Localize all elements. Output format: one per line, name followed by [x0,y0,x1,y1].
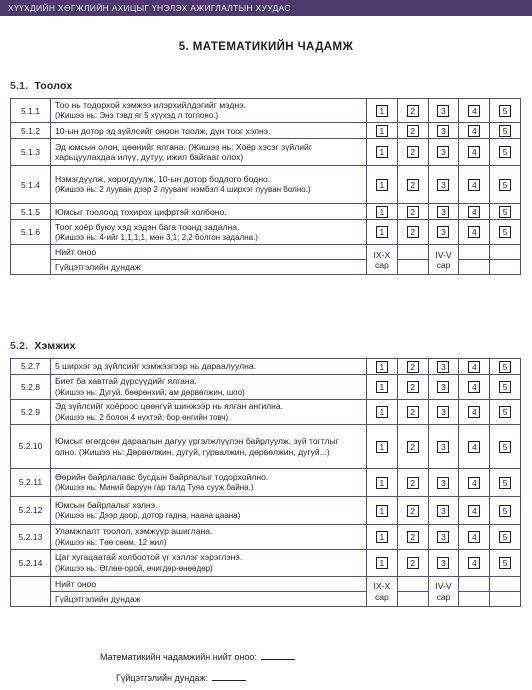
score-cell [367,359,398,375]
item-text: Тоог хоёр буюу хэд хэдэн бага тоонд задална. [55,221,240,232]
average-input-b[interactable] [459,592,490,607]
score-box[interactable]: 5 [499,125,511,137]
score-box[interactable]: 2 [407,105,419,117]
score-input-b[interactable] [459,577,490,592]
summary-total [100,651,295,662]
score-box[interactable]: 4 [468,105,480,117]
score-box[interactable]: 5 [499,146,511,158]
score-spacer [490,592,521,607]
score-cell [428,139,459,166]
months-a-unit: сар [374,591,389,602]
item-description [51,139,367,166]
score-input-b[interactable] [459,245,490,260]
score-box[interactable]: 4 [468,361,480,373]
measuring-table [10,358,521,607]
item-text: Нэмэгдүүлж, хорогдуулж, 10-ын дотор бодлого бодно. [55,174,271,185]
score-box[interactable]: 2 [407,557,419,569]
table-row [11,550,521,577]
score-box[interactable]: 3 [437,477,449,489]
score-box[interactable]: 2 [407,361,419,373]
section-number: 5.2. [10,340,29,352]
score-cell [459,359,490,375]
score-cell [490,469,521,497]
score-cell [397,123,428,139]
score-spacer [490,245,521,260]
months-a-unit: сар [374,259,389,270]
item-description [51,123,367,139]
score-cell [367,425,398,469]
section-title-counting [10,80,72,92]
months-b-range: IV-V [435,249,452,260]
score-box[interactable]: 5 [499,531,511,543]
score-cell [490,220,521,245]
score-cell [367,99,398,123]
section-label: Хэмжих [34,340,76,352]
score-box[interactable]: 2 [407,505,419,517]
table-row [11,425,521,469]
score-cell [397,400,428,425]
item-code: 5.2.12 [11,497,51,525]
score-cell [397,550,428,577]
average-label: Гүйцэтгэлийн дундаж [51,592,367,607]
score-box[interactable]: 5 [499,361,511,373]
score-box[interactable]: 1 [376,531,388,543]
item-text: Өөрийн байрлалаас бусдын байрлалыг тодорхойлно. [55,471,269,482]
score-cell [459,220,490,245]
item-example: (Жишээ нь: Дугуй, бөөрөнхий; ам дөрвөлжин, шоо) [55,387,245,397]
score-box[interactable]: 4 [468,531,480,543]
score-cell [490,99,521,123]
item-text: Биет ба хавтгай дүрсүүдийг ялгана. [55,376,197,387]
score-cell [459,525,490,550]
score-cell [397,204,428,220]
item-code: 5.1.2 [11,123,51,139]
score-box[interactable]: 3 [437,226,449,238]
score-cell [459,550,490,577]
score-cell [428,375,459,400]
header-title: ХҮҮХДИЙН ХӨГЖЛИЙН АХИЦЫГ ҮНЭЛЭХ АЖИГЛАЛТЫН ХУУДАС [8,3,291,13]
table-row [11,139,521,166]
score-box[interactable]: 2 [407,406,419,418]
months-a [367,245,398,275]
score-box[interactable]: 2 [407,441,419,453]
score-box[interactable]: 5 [499,557,511,569]
item-description [51,220,367,245]
score-cell [367,204,398,220]
score-cell [397,359,428,375]
table-row [11,359,521,375]
item-example: (Жишээ нь: 2 болон 4 нүхтэй; бор өнгийн товч) [55,412,229,422]
item-description [51,525,367,550]
score-box[interactable]: 3 [437,125,449,137]
score-box[interactable]: 3 [437,505,449,517]
score-cell [428,425,459,469]
summary-total-blank[interactable] [261,651,295,660]
score-cell [367,469,398,497]
score-cell [459,123,490,139]
item-description [51,359,367,375]
score-cell [428,99,459,123]
score-box[interactable]: 2 [407,179,419,191]
table-row [11,123,521,139]
score-box[interactable]: 5 [499,206,511,218]
item-description [51,400,367,425]
score-cell [490,425,521,469]
score-cell [397,99,428,123]
months-a-range: IX-X [373,249,391,260]
score-cell [397,469,428,497]
score-cell [490,550,521,577]
score-box[interactable]: 2 [407,206,419,218]
score-box[interactable]: 3 [437,206,449,218]
score-box[interactable]: 4 [468,381,480,393]
summary-total-label: Математикийн чадамжийн нийт оноо: [100,652,257,662]
score-cell [428,469,459,497]
score-cell [459,400,490,425]
summary-average [116,672,246,683]
table-row [11,166,521,204]
score-spacer [490,260,521,275]
score-cell [459,375,490,400]
score-box[interactable]: 3 [437,105,449,117]
score-cell [490,375,521,400]
score-input-a[interactable] [397,245,428,260]
score-box[interactable]: 5 [499,226,511,238]
score-cell [397,425,428,469]
score-cell [459,425,490,469]
months-b-range: IV-V [435,581,452,592]
item-text: Тоо нь тодорхой хэмжээ илэрхийлдэгийг мэднэ. [55,100,246,110]
section-number: 5.1. [10,80,29,92]
score-box[interactable]: 1 [376,361,388,373]
average-input-a[interactable] [397,592,428,607]
score-cell [490,497,521,525]
score-cell [397,525,428,550]
item-text: Юмсыг тоолоод тохирох цифртэй холбоно. [55,206,227,217]
months-b-unit: сар [436,591,451,602]
item-code: 5.1.4 [11,166,51,204]
score-box[interactable]: 5 [499,406,511,418]
item-example: (Жишээ нь: Миний баруун гар талд Туяа сууж байна.) [55,483,254,492]
table-row [11,469,521,497]
item-text: Эд юмсын олон, цөөнийг ялгана. (Жишээ нь: Хоёр хэсэг зүйлийг харьцуулахдаа илүү, дутуу, ижил байгааг олох) [55,142,312,163]
item-code: 5.2.11 [11,469,51,497]
score-box[interactable]: 3 [437,441,449,453]
score-cell [367,220,398,245]
score-cell [367,550,398,577]
score-box[interactable]: 1 [376,441,388,453]
item-description [51,425,367,469]
item-code: 5.1.3 [11,139,51,166]
item-code: 5.2.7 [11,359,51,375]
table-row [11,497,521,525]
table-row [11,204,521,220]
score-cell [428,400,459,425]
score-cell [367,166,398,204]
score-cell [459,99,490,123]
months-b [428,577,459,607]
score-box[interactable]: 1 [376,125,388,137]
total-label: Нийт оноо [51,245,367,260]
code-spacer [11,592,51,607]
score-box[interactable]: 1 [376,406,388,418]
score-box[interactable]: 4 [468,557,480,569]
score-cell [428,204,459,220]
months-b-unit: сар [436,259,451,270]
score-box[interactable]: 5 [499,477,511,489]
score-box[interactable]: 1 [376,505,388,517]
item-example: (Жишээ нь: Төө сөөм, 12 жил) [55,537,167,547]
item-code: 5.1.6 [11,220,51,245]
item-description [51,550,367,577]
code-spacer [11,577,51,592]
item-example: (Жишээ нь: Дээр доор, дотор гадна, наана цаана) [55,511,241,520]
item-description [51,469,367,497]
item-code: 5.2.10 [11,425,51,469]
score-box[interactable]: 5 [499,441,511,453]
score-box[interactable]: 4 [468,146,480,158]
counting-table [10,98,521,275]
score-box[interactable]: 3 [437,179,449,191]
score-box[interactable]: 3 [437,146,449,158]
page-title: 5. МАТЕМАТИКИЙН ЧАДАМЖ [178,41,354,53]
section-label: Тоолох [34,80,73,92]
score-box[interactable]: 4 [468,477,480,489]
score-box[interactable]: 3 [437,381,449,393]
score-cell [490,123,521,139]
average-input-a[interactable] [397,260,428,275]
score-cell [490,400,521,425]
item-text: 10-ын дотор эд зүйлсийг оноон тоолж, дүн тоог хэлнэ. [55,125,271,136]
score-box[interactable]: 3 [437,531,449,543]
total-label: Нийт оноо [51,577,367,592]
score-cell [459,497,490,525]
item-code: 5.2.13 [11,525,51,550]
item-text: Юмсыг өгөгдсөн дараалын дагуу үргэлжлүүлэн байрлуулж, зүй тогтлыг олно. (Жишээ нь: Дөрвөлжин, дугуй, гурвалжин, дөрвөлжин, дугуй...) [55,436,339,457]
score-box[interactable]: 1 [376,477,388,489]
item-example: (Жишээ нь: 4-ийг 1,1,1,1, мөн 3,1; 2,2 болгон задална.) [55,232,258,242]
item-example: (Жишээ нь: 2 лууван дээр 2 лууванг нэмбэл 4 ширхэг лууван болно.) [55,185,311,195]
item-code: 5.2.14 [11,550,51,577]
score-box[interactable]: 5 [499,381,511,393]
table-row [11,375,521,400]
score-cell [490,359,521,375]
score-box[interactable]: 1 [376,146,388,158]
score-box[interactable]: 1 [376,226,388,238]
score-box[interactable]: 3 [437,406,449,418]
score-spacer [490,577,521,592]
months-b [428,245,459,275]
total-row [11,245,521,260]
score-box[interactable]: 2 [407,226,419,238]
item-description [51,204,367,220]
score-cell [397,220,428,245]
score-cell [459,139,490,166]
score-box[interactable]: 4 [468,441,480,453]
score-box[interactable]: 1 [376,206,388,218]
item-text: Цаг хугацаатай холбоотой үг хэллэг хэрэглэнэ. [55,552,243,563]
score-box[interactable]: 1 [376,179,388,191]
score-cell [367,525,398,550]
score-cell [367,400,398,425]
header-bar [0,0,532,16]
score-box[interactable]: 4 [468,206,480,218]
code-spacer [11,260,51,275]
item-description [51,99,367,123]
item-text: Эд зүйлсийг хоёроос цөөнгүй шинжээр нь ялган ангилна. [55,401,284,412]
score-box[interactable]: 4 [468,226,480,238]
table-row [11,400,521,425]
average-input-b[interactable] [459,260,490,275]
score-box[interactable]: 4 [468,406,480,418]
item-text: Уламжлалт тоолол, хэмжүүр ашиглана. [55,526,213,537]
score-box[interactable]: 2 [407,477,419,489]
code-spacer [11,245,51,260]
item-text: 5 ширхэг эд зүйлсийг хэмжээгээр нь дараалуулна. [55,361,257,372]
score-input-a[interactable] [397,577,428,592]
total-row [11,577,521,592]
score-cell [459,469,490,497]
score-box[interactable]: 2 [407,381,419,393]
score-box[interactable]: 5 [499,505,511,517]
item-code: 5.1.5 [11,204,51,220]
score-box[interactable]: 1 [376,381,388,393]
score-cell [490,139,521,166]
table-row [11,525,521,550]
item-code: 5.1.1 [11,99,51,123]
score-cell [428,123,459,139]
score-box[interactable]: 4 [468,505,480,517]
score-box[interactable]: 5 [499,179,511,191]
score-cell [397,497,428,525]
score-cell [367,497,398,525]
score-cell [490,525,521,550]
item-text: Юмсын байрлалыг хэлнэ. [55,499,158,510]
table-row [11,220,521,245]
item-description [51,375,367,400]
score-cell [428,166,459,204]
score-box[interactable]: 3 [437,557,449,569]
score-cell [428,525,459,550]
score-cell [428,550,459,577]
summary-average-label: Гүйцэтгэлийн дундаж: [116,673,209,683]
score-box[interactable]: 4 [468,179,480,191]
item-code: 5.2.9 [11,400,51,425]
score-cell [367,375,398,400]
item-example: (Жишээ нь: Энэ тэвд яг 5 хүүхэд л тоглоно.) [55,111,219,121]
months-a-range: IX-X [373,581,391,592]
score-box[interactable]: 2 [407,531,419,543]
score-box[interactable]: 5 [499,105,511,117]
item-description [51,497,367,525]
score-cell [397,139,428,166]
score-cell [367,123,398,139]
score-box[interactable]: 1 [376,105,388,117]
score-cell [459,166,490,204]
score-cell [367,139,398,166]
section-title-measuring [10,340,76,352]
score-box[interactable]: 4 [468,125,480,137]
score-box[interactable]: 3 [437,361,449,373]
score-cell [397,166,428,204]
item-code: 5.2.8 [11,375,51,400]
months-a [367,577,398,607]
score-box[interactable]: 2 [407,125,419,137]
score-cell [428,359,459,375]
summary-average-blank[interactable] [212,672,246,681]
score-cell [459,204,490,220]
score-box[interactable]: 2 [407,146,419,158]
item-description [51,166,367,204]
score-box[interactable]: 1 [376,557,388,569]
item-example: (Жишээ нь: Өглөө-орой, өчигдөр-өнөөдөр) [55,563,213,573]
score-cell [428,220,459,245]
score-cell [428,497,459,525]
score-cell [490,166,521,204]
average-label: Гүйцэтгэлийн дундаж [51,260,367,275]
table-row [11,99,521,123]
score-cell [397,375,428,400]
score-cell [490,204,521,220]
